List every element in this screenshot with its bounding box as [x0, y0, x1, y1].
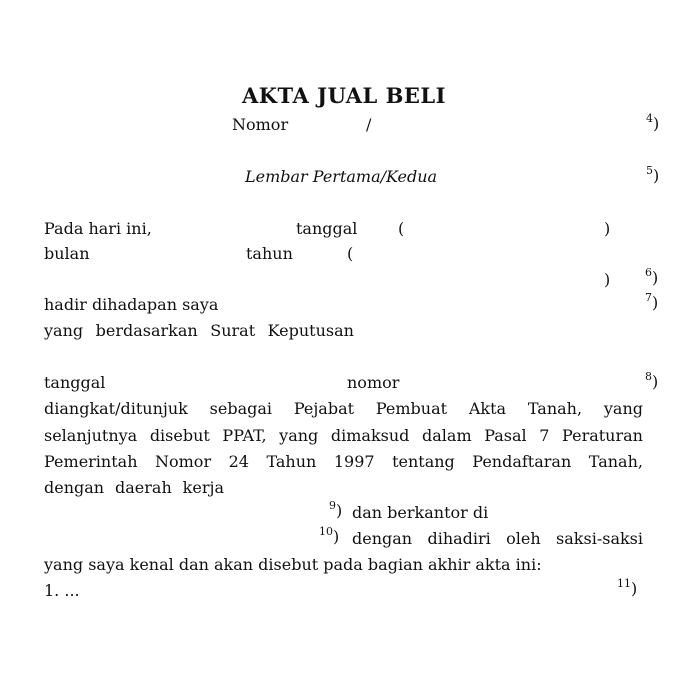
paragraph-line-3: Pemerintah Nomor 24 Tahun 1997 tentang Pendaftaran Tanah,: [44, 452, 643, 471]
paren-open-1: (: [398, 219, 405, 238]
paren-close-2: ): [604, 270, 611, 289]
hadir-line: hadir dihadapan saya: [44, 295, 219, 314]
footnote-9: $^9$): [329, 498, 343, 520]
lembar-label: Lembar Pertama/Kedua: [245, 167, 438, 186]
nomor-label-2: nomor: [347, 373, 400, 392]
tanggal-label: tanggal: [296, 219, 358, 238]
berdasarkan-line: yang berdasarkan Surat Keputusan: [44, 321, 354, 340]
footnote-8: $^8$): [645, 369, 659, 391]
kenal-line: yang saya kenal dan akan disebut pada bagian akhir akta ini:: [44, 555, 542, 574]
pada-hari-ini: Pada hari ini,: [44, 219, 152, 238]
footnote-4: $^4$): [646, 111, 660, 133]
footnote-11: $^{11}$): [617, 576, 638, 598]
footnote-7: $^7$): [645, 290, 659, 312]
paren-open-2: (: [347, 244, 354, 263]
tanggal-label-2: tanggal: [44, 373, 106, 392]
paren-close-1: ): [604, 219, 611, 238]
tahun-label: tahun: [246, 244, 293, 263]
footnote-6: $^6$): [645, 265, 659, 287]
paragraph-line-1: diangkat/ditunjuk sebagai Pejabat Pembuat Akta Tanah, yang: [44, 399, 643, 418]
footnote-10: $^{10}$): [319, 524, 340, 546]
document-title: AKTA JUAL BELI: [242, 83, 446, 108]
paragraph-line-2: selanjutnya disebut PPAT, yang dimaksud dalam Pasal 7 Peraturan: [44, 426, 643, 445]
nomor-separator: /: [366, 115, 372, 134]
dihadiri-line: dengan dihadiri oleh saksi-saksi: [352, 529, 643, 548]
nomor-label: Nomor: [232, 115, 289, 134]
daerah-kerja-line: dengan daerah kerja: [44, 478, 224, 497]
berkantor-label: dan berkantor di: [352, 503, 489, 522]
list-item-1: 1. ...: [44, 581, 80, 600]
bulan-label: bulan: [44, 244, 90, 263]
footnote-5: $^5$): [646, 163, 660, 185]
